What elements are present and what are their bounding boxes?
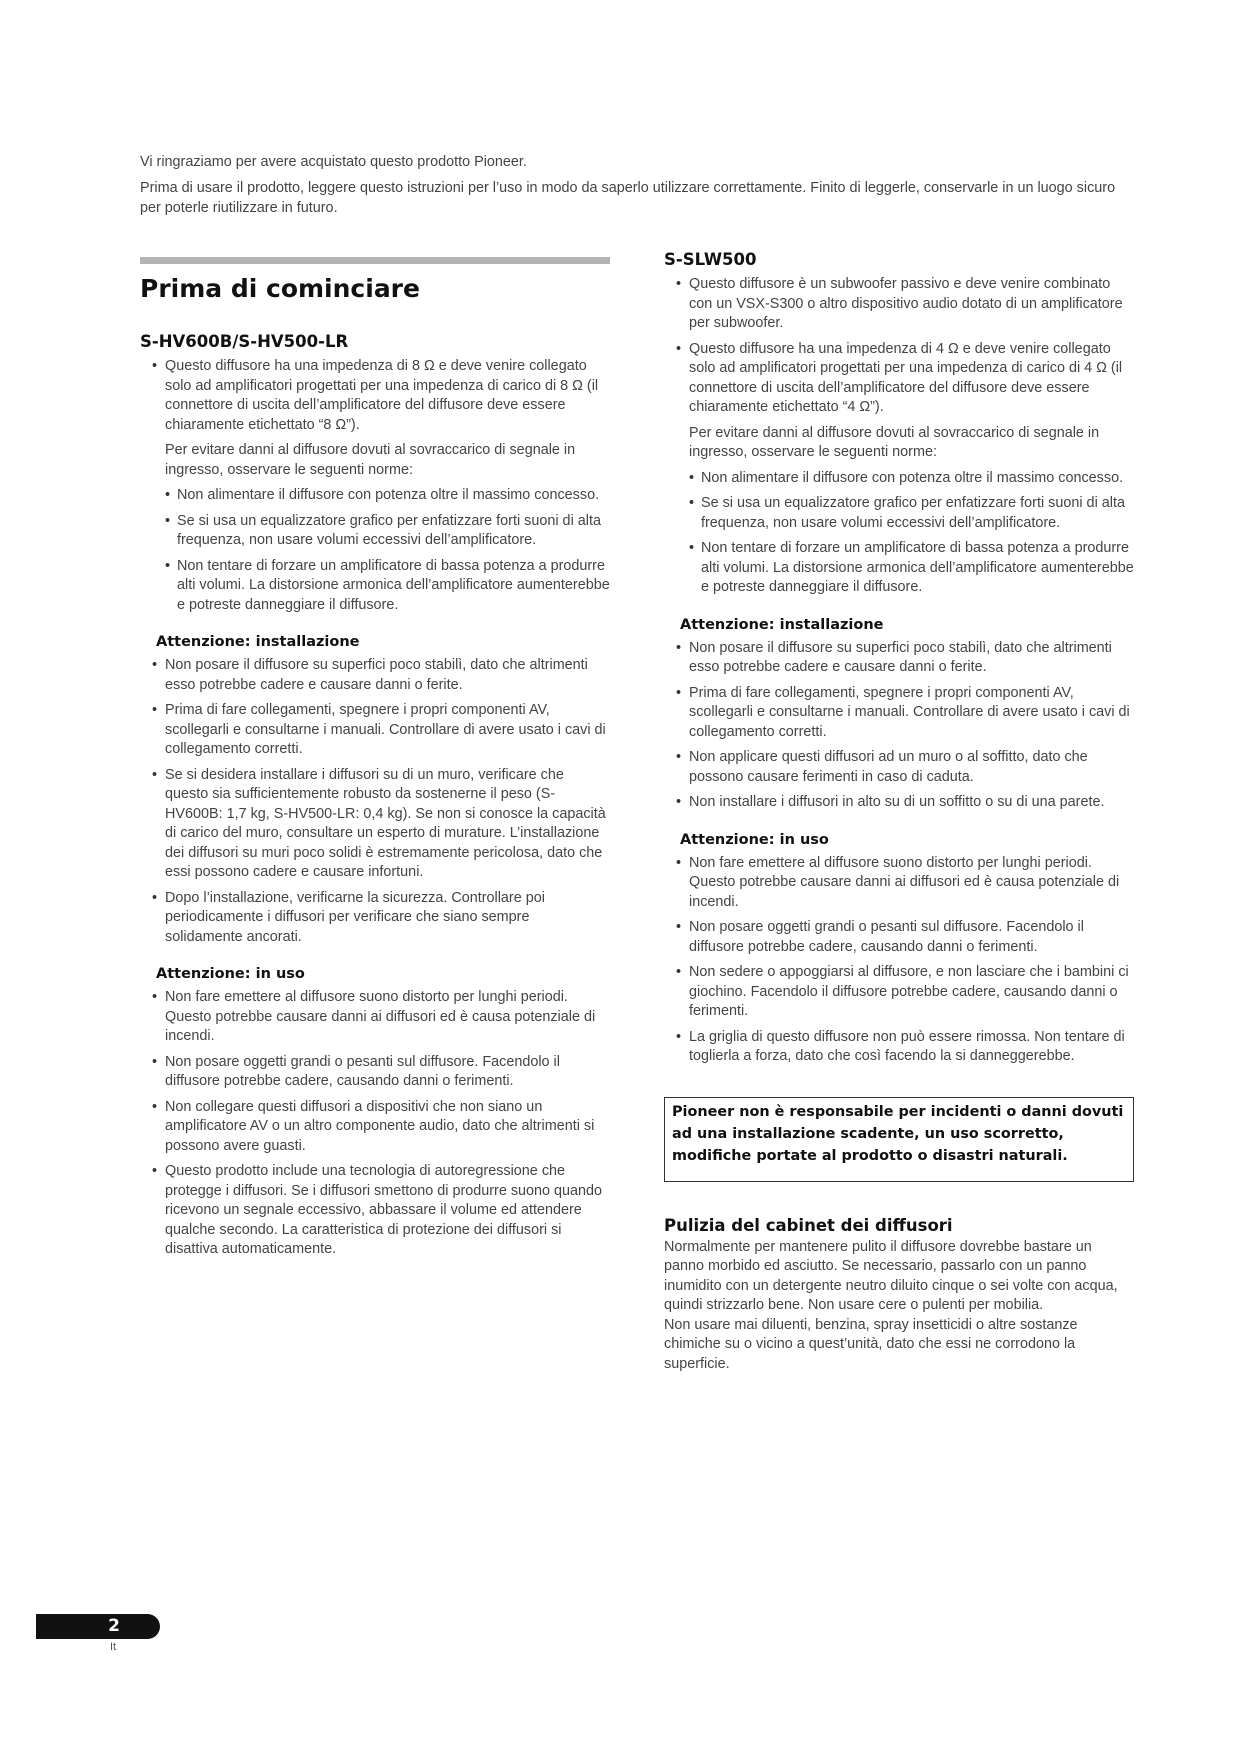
use-caution-title: Attenzione: in uso — [156, 966, 305, 982]
list-item: • Non alimentare il diffusore con potenza oltre il massimo concesso. — [165, 486, 610, 506]
list-item: • Non posare il diffusore su superfici poco stabilì, dato che altrimenti esso potrebbe cadere e causare danni o ferite. — [140, 656, 610, 695]
page-language: It — [110, 1641, 117, 1653]
install-caution-list — [140, 656, 610, 947]
model-title-slw500: S-SLW500 — [664, 250, 757, 269]
list-item: • La griglia di questo diffusore non può essere rimossa. Non tentare di toglierla a forza, dato che così facendo la si danneggerebbe. — [664, 1028, 1134, 1067]
list-item: • Non posare oggetti grandi o pesanti sul diffusore. Facendolo il diffusore potrebbe cadere, causando danni o ferimenti. — [140, 1053, 610, 1092]
section-title: Prima di cominciare — [140, 274, 420, 303]
list-item: • Non alimentare il diffusore con potenza oltre il massimo concesso. — [689, 469, 1134, 489]
list-item: • Prima di fare collegamenti, spegnere i propri componenti AV, scollegarli e consultarne i manuali. Controllare di avere usato i cavi di collegamento corretti. — [664, 684, 1134, 743]
list-item: • Non installare i diffusori in alto su di un soffitto o su di una parete. — [664, 793, 1134, 813]
list-item: • Se si usa un equalizzatore grafico per enfatizzare forti suoni di alta frequenza, non usare volumi eccessivi dell’amplificatore. — [689, 494, 1134, 533]
list-item: • Non posare il diffusore su superfici poco stabilì, dato che altrimenti esso potrebbe cadere e causare danni o ferite. — [664, 639, 1134, 678]
list-item: • Non tentare di forzare un amplificatore di bassa potenza a produrre alti volumi. La distorsione armonica dell’amplificatore aumenterebbe e potreste danneggiare il diffusore. — [165, 557, 610, 616]
list-item: • Non applicare questi diffusori ad un muro o al soffitto, dato che possono causare ferimenti in caso di caduta. — [664, 748, 1134, 787]
use-caution-list — [140, 988, 610, 1260]
list-item: • Se si desidera installare i diffusori su di un muro, verificare che questo sia sufficientemente robusto da sostenerne il peso (S-HV600B: 1,7 kg, S-HV500-LR: 0,4 kg). Se non si conosce la capacità di carico del muro, consultare un esperto di murature. L’installazione dei diffusori su muri poco solidi è estremamente pericolosa, dato che essi possono cadere e causare infortuni. — [140, 766, 610, 883]
install-caution-title: Attenzione: installazione — [680, 616, 884, 633]
overload-rules — [689, 469, 1134, 598]
install-caution-list — [664, 639, 1134, 813]
list-item: • Non collegare questi diffusori a dispositivi che non siano un amplificatore AV o un altro componente audio, dato che altrimenti si possono avere guasti. — [140, 1098, 610, 1157]
intro — [140, 152, 1135, 218]
list-item: • Questo diffusore è un subwoofer passivo e deve venire combinato con un VSX-S300 o altro dispositivo audio dotato di un amplificatore per subwoofer. — [664, 275, 1134, 334]
cleaning-paragraph: Non usare mai diluenti, benzina, spray insetticidi o altre sostanze chimiche su o vicino a quest’unità, dato che essi ne corrodono la superficie. — [664, 1316, 1078, 1372]
list-item: • Non fare emettere al diffusore suono distorto per lunghi periodi. Questo potrebbe causare danni ai diffusori ed è causa potenziale di incendi. — [140, 988, 610, 1047]
liability-notice-box — [664, 1097, 1134, 1182]
overload-note: Per evitare danni al diffusore dovuti al sovraccarico di segnale in ingresso, osservare le seguenti norme: — [689, 424, 1100, 460]
subwoofer-list — [664, 275, 1134, 418]
install-caution-title: Attenzione: installazione — [156, 634, 360, 650]
impedance-list — [140, 357, 610, 435]
model-title-hv600b: S-HV600B/S-HV500-LR — [140, 332, 349, 351]
intro-instructions: Prima di usare il prodotto, leggere questo istruzioni per l’uso in modo da saperlo utilizzare correttamente. Finito di leggerle, conservarle in un luogo sicuro per poterle riutilizzare in futuro. — [140, 180, 1116, 216]
left-column — [140, 257, 610, 1266]
list-item: • Non posare oggetti grandi o pesanti sul diffusore. Facendolo il diffusore potrebbe cadere, causando danni o ferimenti. — [664, 918, 1134, 957]
cleaning-paragraph: Normalmente per mantenere pulito il diffusore dovrebbe bastare un panno morbido ed asciutto. Se necessario, passarlo con un panno inumidito con un detergente neutro diluito cinque o sei volte con acqua, quindi strizzarlo bene. Non usare cere o pulenti per mobilia. — [664, 1238, 1118, 1313]
list-item: • Questo diffusore ha una impedenza di 8 Ω e deve venire collegato solo ad amplificatori progettati per una impedenza di carico di 8 Ω (il connettore di uscita dell’amplificatore del diffusore deve essere chiaramente etichettato “8 Ω”). — [140, 357, 610, 435]
list-item: • Non sedere o appoggiarsi al diffusore, e non lasciare che i bambini ci giochino. Facendolo il diffusore potrebbe cadere, causando danni o ferimenti. — [664, 963, 1134, 1022]
list-item: • Prima di fare collegamenti, spegnere i propri componenti AV, scollegarli e consultarne i manuali. Controllare di avere usato i cavi di collegamento corretti. — [140, 701, 610, 760]
overload-rules — [165, 486, 610, 615]
list-item: • Se si usa un equalizzatore grafico per enfatizzare forti suoni di alta frequenza, non usare volumi eccessivi dell’amplificatore. — [165, 512, 610, 551]
cleaning-title: Pulizia del cabinet dei diffusori — [664, 1215, 953, 1235]
page-number-tab — [36, 1614, 160, 1639]
right-column — [664, 250, 1134, 1374]
liability-notice-text: Pioneer non è responsabile per incidenti o danni dovuti ad una installazione scadente, un uso scorretto, modifiche portate al prodotto o disastri naturali. — [672, 1103, 1124, 1164]
page-number: 2 — [108, 1616, 120, 1636]
overload-note: Per evitare danni al diffusore dovuti al sovraccarico di segnale in ingresso, osservare le seguenti norme: — [165, 442, 576, 478]
use-caution-title: Attenzione: in uso — [680, 831, 829, 848]
list-item: • Non tentare di forzare un amplificatore di bassa potenza a produrre alti volumi. La distorsione armonica dell’amplificatore aumenterebbe e potreste danneggiare il diffusore. — [689, 539, 1134, 598]
use-caution-list — [664, 854, 1134, 1067]
list-item: • Questo prodotto include una tecnologia di autoregressione che protegge i diffusori. Se i diffusori smettono di produrre suono quando ricevono un segnale eccessivo, abbassare il volume ed attendere qualche secondo. La caratteristica di protezione dei diffusori si disattiva automaticamente. — [140, 1162, 610, 1260]
list-item: • Dopo l’installazione, verificarne la sicurezza. Controllare poi periodicamente i diffusori per verificare che siano sempre solidamente ancorati. — [140, 889, 610, 948]
list-item: • Questo diffusore ha una impedenza di 4 Ω e deve venire collegato solo ad amplificatori progettati per una impedenza di carico di 4 Ω (il connettore di uscita dell’amplificatore del diffusore deve essere chiaramente etichettato “4 Ω”). — [664, 340, 1134, 418]
intro-thanks: Vi ringraziamo per avere acquistato questo prodotto Pioneer. — [140, 154, 527, 170]
list-item: • Non fare emettere al diffusore suono distorto per lunghi periodi. Questo potrebbe causare danni ai diffusori ed è causa potenziale di incendi. — [664, 854, 1134, 913]
section-rule — [140, 257, 610, 264]
